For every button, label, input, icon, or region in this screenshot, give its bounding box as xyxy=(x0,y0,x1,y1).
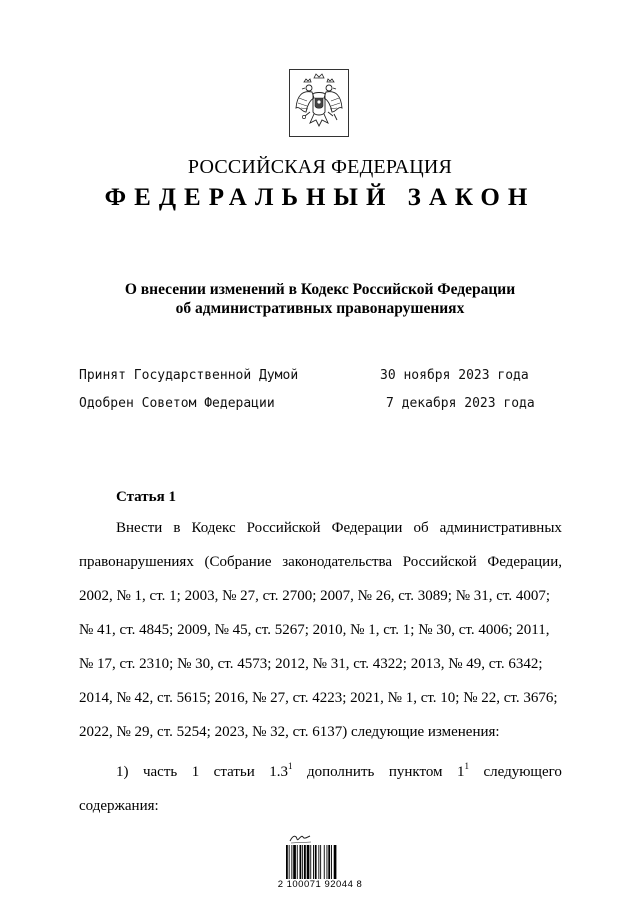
barcode-bar xyxy=(297,845,298,879)
barcode-bar xyxy=(334,845,337,879)
article-word: Внести xyxy=(116,520,163,536)
barcode-bar xyxy=(300,845,302,879)
law-title-line: О внесении изменений в Кодекс Российской Федерации xyxy=(124,281,516,298)
article-line: 2002, № 1, ст. 1; 2003, № 27, ст. 2700; 2007, № 26, ст. 3089; № 31, ст. 4007; xyxy=(79,588,551,604)
barcode-bar xyxy=(313,845,314,879)
article-line: № 41, ст. 4845; 2009, № 45, ст. 5267; 2010, № 1, ст. 1; № 30, ст. 4006; 2011, xyxy=(79,622,550,638)
barcode-bar xyxy=(289,845,290,879)
barcode-bar xyxy=(315,845,317,879)
approved-by-council-label: Одобрен Советом Федерации xyxy=(79,396,275,411)
superscript: 1 xyxy=(464,761,470,771)
coat-of-arms-emblem-icon xyxy=(288,68,350,138)
barcode-bar xyxy=(324,845,325,879)
article-line xyxy=(79,554,562,571)
article-word: Российской xyxy=(402,554,477,570)
article-word-base: 1 xyxy=(457,764,465,780)
law-title xyxy=(0,280,640,318)
article-item-line xyxy=(116,761,562,781)
article-line: 2014, № 42, ст. 5615; 2016, № 27, ст. 4223; 2021, № 1, ст. 10; № 22, ст. 3676; xyxy=(79,690,558,706)
article-word: пунктом xyxy=(388,764,443,780)
barcode-bar xyxy=(327,845,328,879)
article-word: Федерации xyxy=(331,520,403,536)
barcode-bar xyxy=(286,845,288,879)
article-word: в xyxy=(173,520,181,536)
law-title-line: об административных правонарушениях xyxy=(175,300,465,317)
barcode xyxy=(268,832,372,892)
barcode-bars-icon xyxy=(286,845,356,879)
barcode-bar xyxy=(302,845,303,879)
article-line: содержания: xyxy=(79,798,159,814)
article-word: об xyxy=(413,520,429,536)
barcode-bar xyxy=(304,845,306,879)
article-line: № 17, ст. 2310; № 30, ст. 4573; 2012, № 31, ст. 4322; 2013, № 49, ст. 6342; xyxy=(79,656,543,672)
article-word: Федерации, xyxy=(487,554,562,570)
article-word: Кодекс xyxy=(191,520,236,536)
article-word xyxy=(269,761,293,781)
article-word: дополнить xyxy=(306,764,375,780)
article-word: административных xyxy=(439,520,562,536)
article-word: часть xyxy=(142,764,178,780)
article-word: Российской xyxy=(246,520,321,536)
article-word: следующего xyxy=(483,764,562,780)
document-type-heading: ФЕДЕРАЛЬНЫЙ ЗАКОН xyxy=(104,184,536,211)
barcode-bar xyxy=(291,845,292,879)
adopted-by-duma-label: Принят Государственной Думой xyxy=(79,368,299,383)
article-word: 1 xyxy=(191,764,200,780)
article-word: статьи xyxy=(213,764,255,780)
article-word: 1) xyxy=(116,764,129,780)
signature-mark-icon xyxy=(288,832,314,844)
article-word-base: 1.3 xyxy=(269,764,288,780)
article-word: правонарушениях xyxy=(79,554,194,570)
barcode-bar xyxy=(331,845,332,879)
barcode-number: 2 100071 92044 8 xyxy=(277,879,363,890)
barcode-bar xyxy=(293,845,296,879)
article-word xyxy=(457,761,470,781)
barcode-bar xyxy=(318,845,319,879)
article-word: (Собрание xyxy=(204,554,272,570)
article-line xyxy=(116,520,562,537)
barcode-bar xyxy=(307,845,310,879)
article-heading: Статья 1 xyxy=(116,489,176,505)
barcode-bar xyxy=(310,845,311,879)
barcode-bar xyxy=(328,845,330,879)
approved-by-council-date: 7 декабря 2023 года xyxy=(386,396,535,411)
adopted-by-duma-date: 30 ноября 2023 года xyxy=(380,368,529,383)
superscript: 1 xyxy=(287,761,293,771)
article-line: 2022, № 29, ст. 5254; 2023, № 32, ст. 6137) следующие изменения: xyxy=(79,724,500,740)
barcode-bar xyxy=(320,845,321,879)
article-word: законодательства xyxy=(282,554,393,570)
country-name: РОССИЙСКАЯ ФЕДЕРАЦИЯ xyxy=(187,156,453,178)
